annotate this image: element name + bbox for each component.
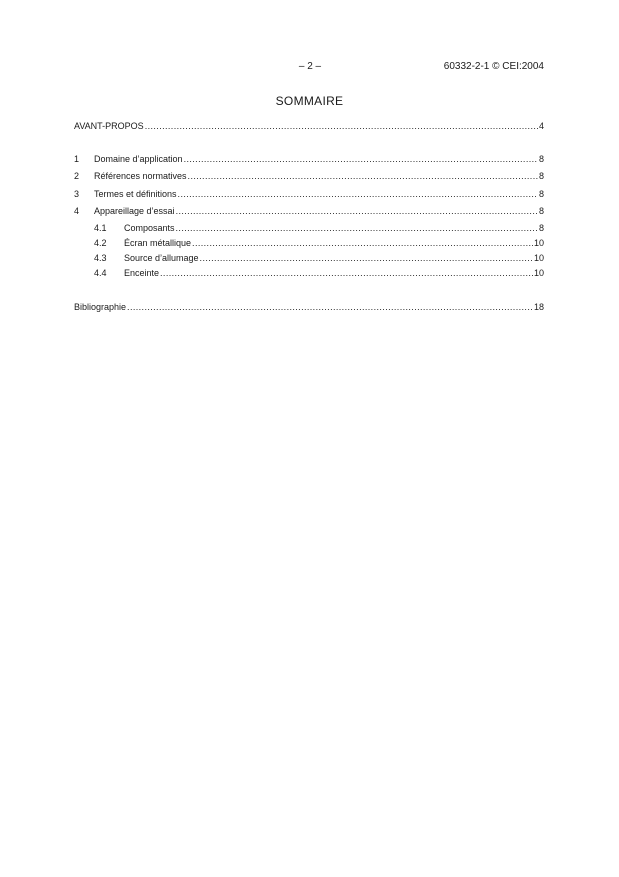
toc-entry-page: 10 <box>533 238 544 248</box>
toc-entry-number: 4.4 <box>94 268 107 278</box>
toc-entry-number: 4 <box>74 206 80 216</box>
toc-entry-section-1[interactable] <box>74 153 544 165</box>
document-reference: 60332-2-1 © CEI:2004 <box>443 61 544 72</box>
toc-entry-page: 10 <box>533 268 544 278</box>
page-title: SOMMAIRE <box>275 94 344 108</box>
page-number: – 2 – <box>298 61 322 72</box>
toc-entry-page: 18 <box>533 302 544 312</box>
toc-entry-subsection-4-2[interactable] <box>94 237 544 249</box>
toc-entry-section-4[interactable] <box>74 205 544 217</box>
toc-entry-label: Source d’allumage <box>124 253 199 263</box>
toc-entry-number: 4.2 <box>94 238 107 248</box>
dot-leader <box>145 120 538 132</box>
toc-entry-label: Références normatives <box>94 171 187 181</box>
toc-entry-subsection-4-4[interactable] <box>94 267 544 279</box>
toc-entry-section-2[interactable] <box>74 170 544 182</box>
toc-entry-foreword[interactable] <box>74 120 544 132</box>
toc-entry-bibliography[interactable] <box>74 301 544 313</box>
dot-leader <box>127 301 533 313</box>
toc-entry-label: AVANT-PROPOS <box>74 121 144 131</box>
toc-entry-page: 10 <box>533 253 544 263</box>
dot-leader <box>184 153 538 165</box>
toc-entry-label: Écran métallique <box>124 238 192 248</box>
toc-entry-page: 4 <box>538 121 544 131</box>
toc-entry-section-3[interactable] <box>74 188 544 200</box>
dot-leader <box>160 267 533 279</box>
toc-entry-number: 4.3 <box>94 253 107 263</box>
toc-entry-number: 1 <box>74 154 80 164</box>
dot-leader <box>200 252 533 264</box>
toc-entry-number: 4.1 <box>94 223 107 233</box>
toc-entry-label: Domaine d’application <box>94 154 183 164</box>
dot-leader <box>192 237 533 249</box>
toc-entry-subsection-4-1[interactable] <box>94 222 544 234</box>
toc-entry-page: 8 <box>538 223 544 233</box>
toc-entry-subsection-4-3[interactable] <box>94 252 544 264</box>
toc-entry-label: Composants <box>124 223 175 233</box>
dot-leader <box>178 188 538 200</box>
toc-entry-label: Appareillage d’essai <box>94 206 175 216</box>
dot-leader <box>188 170 538 182</box>
toc-entry-page: 8 <box>538 154 544 164</box>
toc-entry-page: 8 <box>538 189 544 199</box>
toc-entry-label: Bibliographie <box>74 302 127 312</box>
dot-leader <box>176 222 538 234</box>
dot-leader <box>176 205 538 217</box>
toc-entry-page: 8 <box>538 206 544 216</box>
toc-entry-label: Enceinte <box>124 268 160 278</box>
toc-entry-label: Termes et définitions <box>94 189 177 199</box>
toc-entry-number: 3 <box>74 189 80 199</box>
toc-entry-page: 8 <box>538 171 544 181</box>
toc-entry-number: 2 <box>74 171 80 181</box>
